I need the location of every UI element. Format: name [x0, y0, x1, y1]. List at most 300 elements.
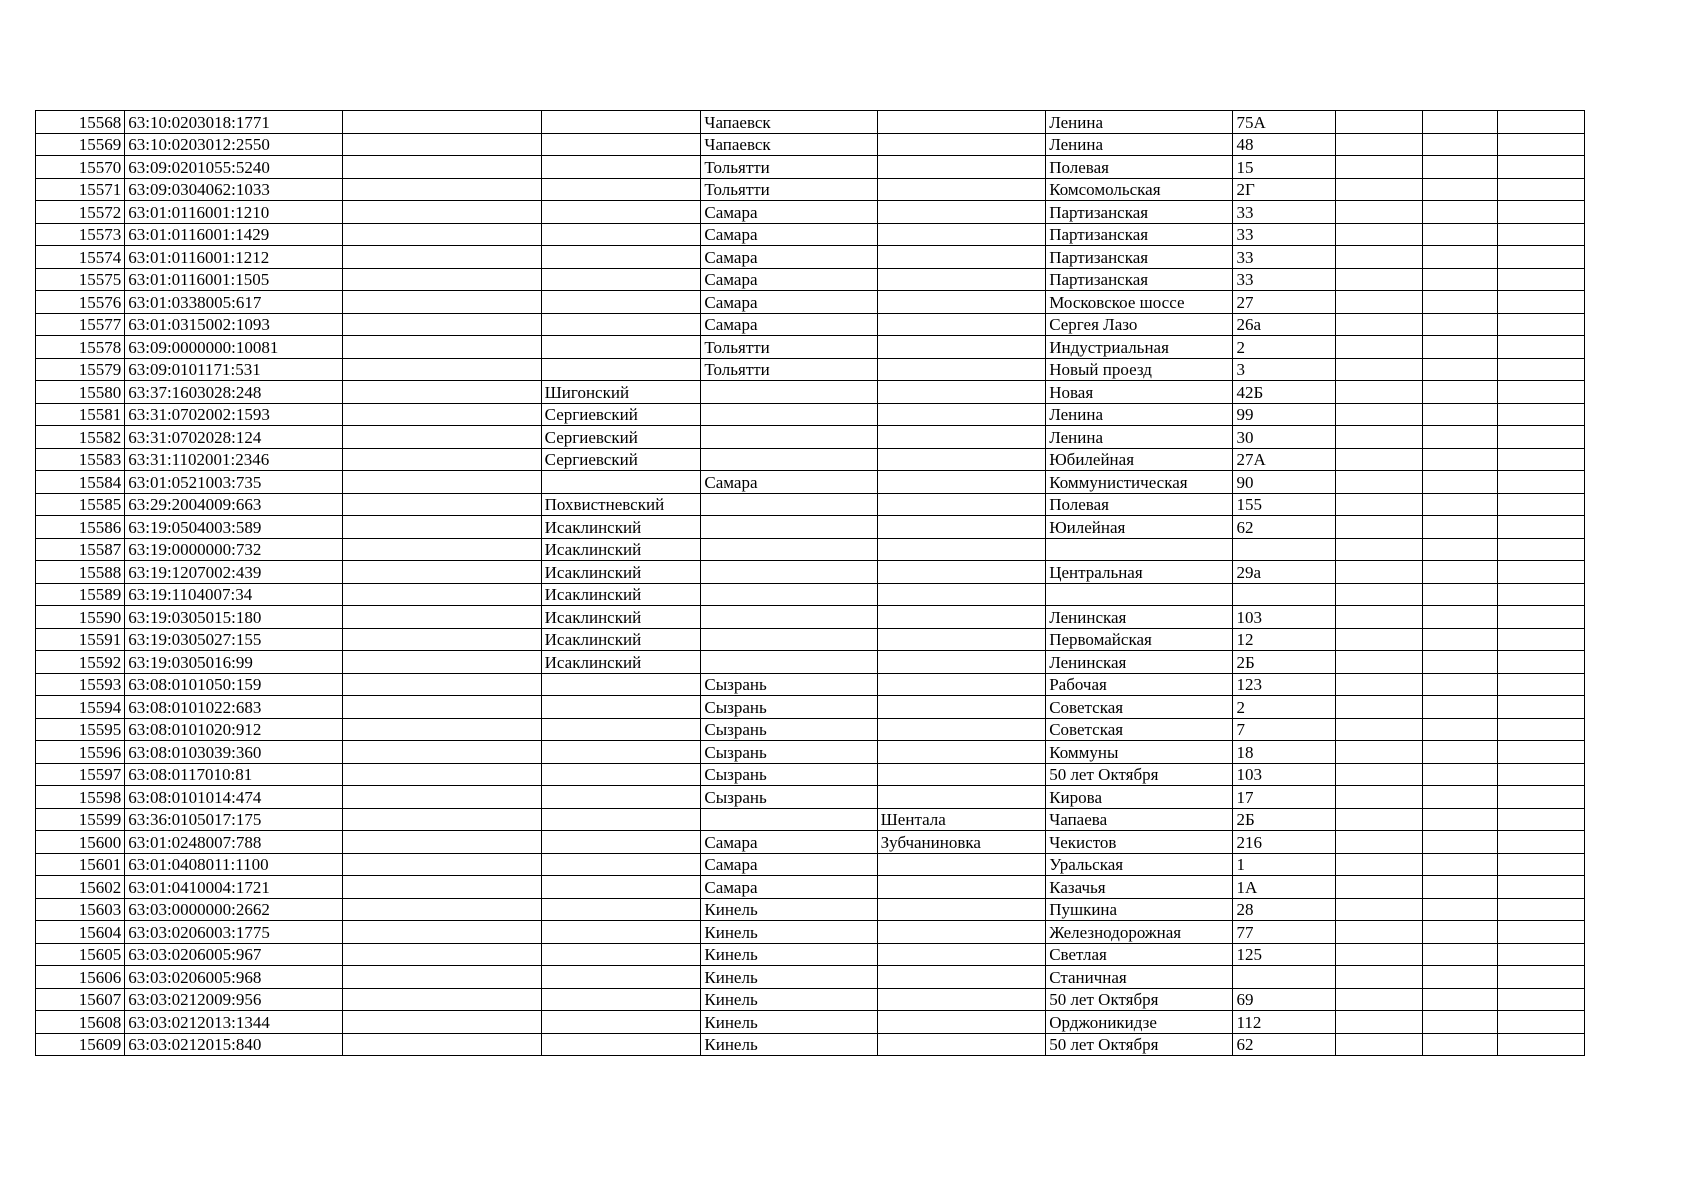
- city-cell: [701, 606, 877, 629]
- row-number-cell: 15601: [36, 853, 125, 876]
- blank-cell-b: [1335, 831, 1422, 854]
- blank-cell-a: [343, 1011, 541, 1034]
- cadastral-number-cell: 63:03:0206005:968: [125, 966, 343, 989]
- street-cell: Московское шоссе: [1046, 291, 1233, 314]
- blank-cell-d: [1497, 786, 1584, 809]
- street-cell: Кирова: [1046, 786, 1233, 809]
- city-cell: Сызрань: [701, 718, 877, 741]
- house-number-cell: 29а: [1233, 561, 1335, 584]
- district-cell: [541, 943, 701, 966]
- row-number-cell: 15596: [36, 741, 125, 764]
- blank-cell-a: [343, 786, 541, 809]
- blank-cell-b: [1335, 876, 1422, 899]
- district-cell: [541, 133, 701, 156]
- settlement-cell: [877, 471, 1046, 494]
- district-cell: [541, 336, 701, 359]
- cadastral-number-cell: 63:19:0504003:589: [125, 516, 343, 539]
- row-number-cell: 15591: [36, 628, 125, 651]
- settlement-cell: [877, 1033, 1046, 1056]
- street-cell: Ленина: [1046, 426, 1233, 449]
- street-cell: Юилейная: [1046, 516, 1233, 539]
- blank-cell-c: [1422, 223, 1497, 246]
- settlement-cell: [877, 516, 1046, 539]
- cadastral-number-cell: 63:08:0101020:912: [125, 718, 343, 741]
- cadastral-number-cell: 63:19:0305016:99: [125, 651, 343, 674]
- row-number-cell: 15579: [36, 358, 125, 381]
- blank-cell-d: [1497, 718, 1584, 741]
- district-cell: [541, 111, 701, 134]
- street-cell: Ленина: [1046, 111, 1233, 134]
- street-cell: Партизанская: [1046, 246, 1233, 269]
- table-row: [36, 628, 1585, 651]
- blank-cell-d: [1497, 246, 1584, 269]
- table-row: [36, 741, 1585, 764]
- street-cell: Казачья: [1046, 876, 1233, 899]
- house-number-cell: 17: [1233, 786, 1335, 809]
- house-number-cell: 1: [1233, 853, 1335, 876]
- row-number-cell: 15588: [36, 561, 125, 584]
- settlement-cell: [877, 133, 1046, 156]
- table-row: [36, 268, 1585, 291]
- cadastral-number-cell: 63:19:1104007:34: [125, 583, 343, 606]
- blank-cell-b: [1335, 201, 1422, 224]
- blank-cell-c: [1422, 178, 1497, 201]
- cadastral-number-cell: 63:19:0305015:180: [125, 606, 343, 629]
- blank-cell-a: [343, 133, 541, 156]
- blank-cell-a: [343, 943, 541, 966]
- cadastral-number-cell: 63:08:0103039:360: [125, 741, 343, 764]
- cadastral-number-cell: 63:31:0702002:1593: [125, 403, 343, 426]
- house-number-cell: 103: [1233, 606, 1335, 629]
- street-cell: Ленинская: [1046, 651, 1233, 674]
- table-row: [36, 111, 1585, 134]
- settlement-cell: [877, 111, 1046, 134]
- blank-cell-b: [1335, 786, 1422, 809]
- blank-cell-c: [1422, 763, 1497, 786]
- data-table: [35, 110, 1585, 1056]
- city-cell: Чапаевск: [701, 111, 877, 134]
- city-cell: Сызрань: [701, 741, 877, 764]
- blank-cell-d: [1497, 133, 1584, 156]
- city-cell: Тольятти: [701, 358, 877, 381]
- blank-cell-c: [1422, 313, 1497, 336]
- row-number-cell: 15585: [36, 493, 125, 516]
- settlement-cell: [877, 673, 1046, 696]
- city-cell: Чапаевск: [701, 133, 877, 156]
- street-cell: Партизанская: [1046, 268, 1233, 291]
- street-cell: Советская: [1046, 718, 1233, 741]
- blank-cell-a: [343, 763, 541, 786]
- house-number-cell: 62: [1233, 516, 1335, 539]
- street-cell: Полевая: [1046, 156, 1233, 179]
- table-row: [36, 493, 1585, 516]
- table-row: [36, 561, 1585, 584]
- blank-cell-d: [1497, 966, 1584, 989]
- table-row: [36, 988, 1585, 1011]
- row-number-cell: 15571: [36, 178, 125, 201]
- street-cell: Железнодорожная: [1046, 921, 1233, 944]
- row-number-cell: 15607: [36, 988, 125, 1011]
- city-cell: Тольятти: [701, 178, 877, 201]
- settlement-cell: [877, 268, 1046, 291]
- house-number-cell: 2: [1233, 336, 1335, 359]
- cadastral-number-cell: 63:36:0105017:175: [125, 808, 343, 831]
- district-cell: [541, 178, 701, 201]
- blank-cell-b: [1335, 111, 1422, 134]
- blank-cell-b: [1335, 246, 1422, 269]
- blank-cell-d: [1497, 313, 1584, 336]
- settlement-cell: [877, 156, 1046, 179]
- blank-cell-d: [1497, 741, 1584, 764]
- row-number-cell: 15581: [36, 403, 125, 426]
- blank-cell-b: [1335, 673, 1422, 696]
- row-number-cell: 15587: [36, 538, 125, 561]
- settlement-cell: [877, 651, 1046, 674]
- blank-cell-a: [343, 831, 541, 854]
- settlement-cell: [877, 898, 1046, 921]
- blank-cell-b: [1335, 741, 1422, 764]
- blank-cell-d: [1497, 178, 1584, 201]
- city-cell: Кинель: [701, 1011, 877, 1034]
- district-cell: [541, 898, 701, 921]
- settlement-cell: [877, 201, 1046, 224]
- city-cell: [701, 561, 877, 584]
- blank-cell-d: [1497, 628, 1584, 651]
- cadastral-number-cell: 63:19:0305027:155: [125, 628, 343, 651]
- district-cell: [541, 921, 701, 944]
- blank-cell-b: [1335, 808, 1422, 831]
- house-number-cell: 125: [1233, 943, 1335, 966]
- row-number-cell: 15575: [36, 268, 125, 291]
- blank-cell-b: [1335, 853, 1422, 876]
- row-number-cell: 15570: [36, 156, 125, 179]
- table-row: [36, 291, 1585, 314]
- row-number-cell: 15590: [36, 606, 125, 629]
- district-cell: [541, 291, 701, 314]
- settlement-cell: [877, 493, 1046, 516]
- table-row: [36, 718, 1585, 741]
- district-cell: [541, 831, 701, 854]
- district-cell: [541, 358, 701, 381]
- district-cell: Исаклинский: [541, 583, 701, 606]
- row-number-cell: 15569: [36, 133, 125, 156]
- street-cell: Сергея Лазо: [1046, 313, 1233, 336]
- blank-cell-b: [1335, 268, 1422, 291]
- table-row: [36, 853, 1585, 876]
- row-number-cell: 15589: [36, 583, 125, 606]
- row-number-cell: 15572: [36, 201, 125, 224]
- blank-cell-a: [343, 988, 541, 1011]
- blank-cell-a: [343, 358, 541, 381]
- blank-cell-b: [1335, 1033, 1422, 1056]
- blank-cell-a: [343, 628, 541, 651]
- blank-cell-b: [1335, 561, 1422, 584]
- blank-cell-c: [1422, 358, 1497, 381]
- blank-cell-a: [343, 516, 541, 539]
- settlement-cell: [877, 403, 1046, 426]
- house-number-cell: [1233, 583, 1335, 606]
- blank-cell-a: [343, 673, 541, 696]
- district-cell: Сергиевский: [541, 448, 701, 471]
- blank-cell-a: [343, 381, 541, 404]
- row-number-cell: 15608: [36, 1011, 125, 1034]
- cadastral-number-cell: 63:01:0410004:1721: [125, 876, 343, 899]
- blank-cell-c: [1422, 943, 1497, 966]
- city-cell: Кинель: [701, 943, 877, 966]
- blank-cell-d: [1497, 448, 1584, 471]
- blank-cell-c: [1422, 651, 1497, 674]
- city-cell: Самара: [701, 313, 877, 336]
- settlement-cell: [877, 763, 1046, 786]
- street-cell: Пушкина: [1046, 898, 1233, 921]
- blank-cell-d: [1497, 876, 1584, 899]
- house-number-cell: 30: [1233, 426, 1335, 449]
- blank-cell-c: [1422, 493, 1497, 516]
- blank-cell-c: [1422, 448, 1497, 471]
- blank-cell-c: [1422, 853, 1497, 876]
- blank-cell-c: [1422, 606, 1497, 629]
- table-row: [36, 538, 1585, 561]
- blank-cell-b: [1335, 336, 1422, 359]
- district-cell: [541, 1033, 701, 1056]
- cadastral-number-cell: 63:09:0201055:5240: [125, 156, 343, 179]
- table-row: [36, 943, 1585, 966]
- blank-cell-c: [1422, 718, 1497, 741]
- street-cell: [1046, 538, 1233, 561]
- table-body: [36, 111, 1585, 1056]
- city-cell: Самара: [701, 876, 877, 899]
- cadastral-number-cell: 63:03:0206005:967: [125, 943, 343, 966]
- table-row: [36, 156, 1585, 179]
- settlement-cell: [877, 921, 1046, 944]
- blank-cell-c: [1422, 471, 1497, 494]
- table-row: [36, 921, 1585, 944]
- table-row: [36, 246, 1585, 269]
- street-cell: Ленина: [1046, 133, 1233, 156]
- blank-cell-a: [343, 696, 541, 719]
- district-cell: [541, 853, 701, 876]
- settlement-cell: [877, 696, 1046, 719]
- blank-cell-b: [1335, 1011, 1422, 1034]
- cadastral-number-cell: 63:03:0212015:840: [125, 1033, 343, 1056]
- house-number-cell: 2Г: [1233, 178, 1335, 201]
- settlement-cell: [877, 336, 1046, 359]
- street-cell: Партизанская: [1046, 201, 1233, 224]
- row-number-cell: 15576: [36, 291, 125, 314]
- house-number-cell: 42Б: [1233, 381, 1335, 404]
- blank-cell-a: [343, 291, 541, 314]
- house-number-cell: 33: [1233, 201, 1335, 224]
- house-number-cell: 2Б: [1233, 651, 1335, 674]
- city-cell: Самара: [701, 223, 877, 246]
- row-number-cell: 15586: [36, 516, 125, 539]
- district-cell: [541, 718, 701, 741]
- cadastral-number-cell: 63:03:0212013:1344: [125, 1011, 343, 1034]
- district-cell: Сергиевский: [541, 426, 701, 449]
- row-number-cell: 15573: [36, 223, 125, 246]
- settlement-cell: [877, 426, 1046, 449]
- table-row: [36, 673, 1585, 696]
- settlement-cell: [877, 538, 1046, 561]
- settlement-cell: [877, 628, 1046, 651]
- house-number-cell: 28: [1233, 898, 1335, 921]
- blank-cell-a: [343, 448, 541, 471]
- city-cell: Самара: [701, 201, 877, 224]
- cadastral-number-cell: 63:01:0116001:1210: [125, 201, 343, 224]
- table-row: [36, 313, 1585, 336]
- house-number-cell: 15: [1233, 156, 1335, 179]
- table-row: [36, 696, 1585, 719]
- blank-cell-a: [343, 898, 541, 921]
- street-cell: Комсомольская: [1046, 178, 1233, 201]
- house-number-cell: 18: [1233, 741, 1335, 764]
- street-cell: Полевая: [1046, 493, 1233, 516]
- house-number-cell: 90: [1233, 471, 1335, 494]
- blank-cell-b: [1335, 516, 1422, 539]
- district-cell: Похвистневский: [541, 493, 701, 516]
- row-number-cell: 15609: [36, 1033, 125, 1056]
- row-number-cell: 15595: [36, 718, 125, 741]
- blank-cell-b: [1335, 381, 1422, 404]
- blank-cell-a: [343, 493, 541, 516]
- row-number-cell: 15574: [36, 246, 125, 269]
- table-row: [36, 358, 1585, 381]
- house-number-cell: 216: [1233, 831, 1335, 854]
- cadastral-number-cell: 63:08:0117010:81: [125, 763, 343, 786]
- table-row: [36, 606, 1585, 629]
- street-cell: Новая: [1046, 381, 1233, 404]
- blank-cell-b: [1335, 493, 1422, 516]
- city-cell: Самара: [701, 268, 877, 291]
- settlement-cell: [877, 943, 1046, 966]
- house-number-cell: 77: [1233, 921, 1335, 944]
- city-cell: [701, 651, 877, 674]
- blank-cell-c: [1422, 673, 1497, 696]
- city-cell: [701, 628, 877, 651]
- house-number-cell: 33: [1233, 246, 1335, 269]
- cadastral-number-cell: 63:01:0408011:1100: [125, 853, 343, 876]
- cadastral-number-cell: 63:03:0000000:2662: [125, 898, 343, 921]
- settlement-cell: [877, 1011, 1046, 1034]
- blank-cell-c: [1422, 133, 1497, 156]
- house-number-cell: 1А: [1233, 876, 1335, 899]
- blank-cell-c: [1422, 966, 1497, 989]
- blank-cell-b: [1335, 898, 1422, 921]
- blank-cell-d: [1497, 921, 1584, 944]
- row-number-cell: 15584: [36, 471, 125, 494]
- city-cell: [701, 808, 877, 831]
- cadastral-number-cell: 63:37:1603028:248: [125, 381, 343, 404]
- settlement-cell: Зубчаниновка: [877, 831, 1046, 854]
- city-cell: Сызрань: [701, 763, 877, 786]
- house-number-cell: 62: [1233, 1033, 1335, 1056]
- row-number-cell: 15602: [36, 876, 125, 899]
- blank-cell-b: [1335, 628, 1422, 651]
- city-cell: [701, 516, 877, 539]
- district-cell: [541, 471, 701, 494]
- table-row: [36, 133, 1585, 156]
- blank-cell-d: [1497, 156, 1584, 179]
- blank-cell-c: [1422, 111, 1497, 134]
- blank-cell-b: [1335, 921, 1422, 944]
- cadastral-number-cell: 63:03:0212009:956: [125, 988, 343, 1011]
- settlement-cell: [877, 606, 1046, 629]
- blank-cell-a: [343, 808, 541, 831]
- table-row: [36, 898, 1585, 921]
- blank-cell-b: [1335, 403, 1422, 426]
- blank-cell-c: [1422, 538, 1497, 561]
- blank-cell-d: [1497, 201, 1584, 224]
- table-row: [36, 876, 1585, 899]
- house-number-cell: 27: [1233, 291, 1335, 314]
- blank-cell-a: [343, 178, 541, 201]
- table-row: [36, 1033, 1585, 1056]
- street-cell: Первомайская: [1046, 628, 1233, 651]
- blank-cell-c: [1422, 426, 1497, 449]
- blank-cell-c: [1422, 898, 1497, 921]
- blank-cell-c: [1422, 381, 1497, 404]
- row-number-cell: 15592: [36, 651, 125, 674]
- house-number-cell: [1233, 966, 1335, 989]
- city-cell: Кинель: [701, 921, 877, 944]
- blank-cell-d: [1497, 403, 1584, 426]
- blank-cell-a: [343, 336, 541, 359]
- blank-cell-d: [1497, 336, 1584, 359]
- city-cell: Самара: [701, 831, 877, 854]
- city-cell: [701, 583, 877, 606]
- street-cell: Чапаева: [1046, 808, 1233, 831]
- district-cell: [541, 223, 701, 246]
- blank-cell-b: [1335, 651, 1422, 674]
- blank-cell-d: [1497, 471, 1584, 494]
- table-row: [36, 786, 1585, 809]
- district-cell: Сергиевский: [541, 403, 701, 426]
- row-number-cell: 15606: [36, 966, 125, 989]
- street-cell: Чекистов: [1046, 831, 1233, 854]
- blank-cell-d: [1497, 651, 1584, 674]
- street-cell: Орджоникидзе: [1046, 1011, 1233, 1034]
- street-cell: Советская: [1046, 696, 1233, 719]
- house-number-cell: 33: [1233, 268, 1335, 291]
- cadastral-number-cell: 63:01:0116001:1505: [125, 268, 343, 291]
- blank-cell-c: [1422, 336, 1497, 359]
- blank-cell-d: [1497, 988, 1584, 1011]
- blank-cell-a: [343, 538, 541, 561]
- blank-cell-c: [1422, 921, 1497, 944]
- blank-cell-d: [1497, 111, 1584, 134]
- street-cell: Уральская: [1046, 853, 1233, 876]
- street-cell: Светлая: [1046, 943, 1233, 966]
- blank-cell-c: [1422, 628, 1497, 651]
- blank-cell-c: [1422, 876, 1497, 899]
- house-number-cell: 75А: [1233, 111, 1335, 134]
- blank-cell-d: [1497, 808, 1584, 831]
- blank-cell-a: [343, 268, 541, 291]
- settlement-cell: [877, 313, 1046, 336]
- blank-cell-d: [1497, 358, 1584, 381]
- house-number-cell: 7: [1233, 718, 1335, 741]
- house-number-cell: [1233, 538, 1335, 561]
- row-number-cell: 15568: [36, 111, 125, 134]
- blank-cell-d: [1497, 223, 1584, 246]
- blank-cell-d: [1497, 831, 1584, 854]
- table-row: [36, 426, 1585, 449]
- settlement-cell: [877, 786, 1046, 809]
- blank-cell-a: [343, 313, 541, 336]
- street-cell: Индустриальная: [1046, 336, 1233, 359]
- blank-cell-b: [1335, 988, 1422, 1011]
- row-number-cell: 15597: [36, 763, 125, 786]
